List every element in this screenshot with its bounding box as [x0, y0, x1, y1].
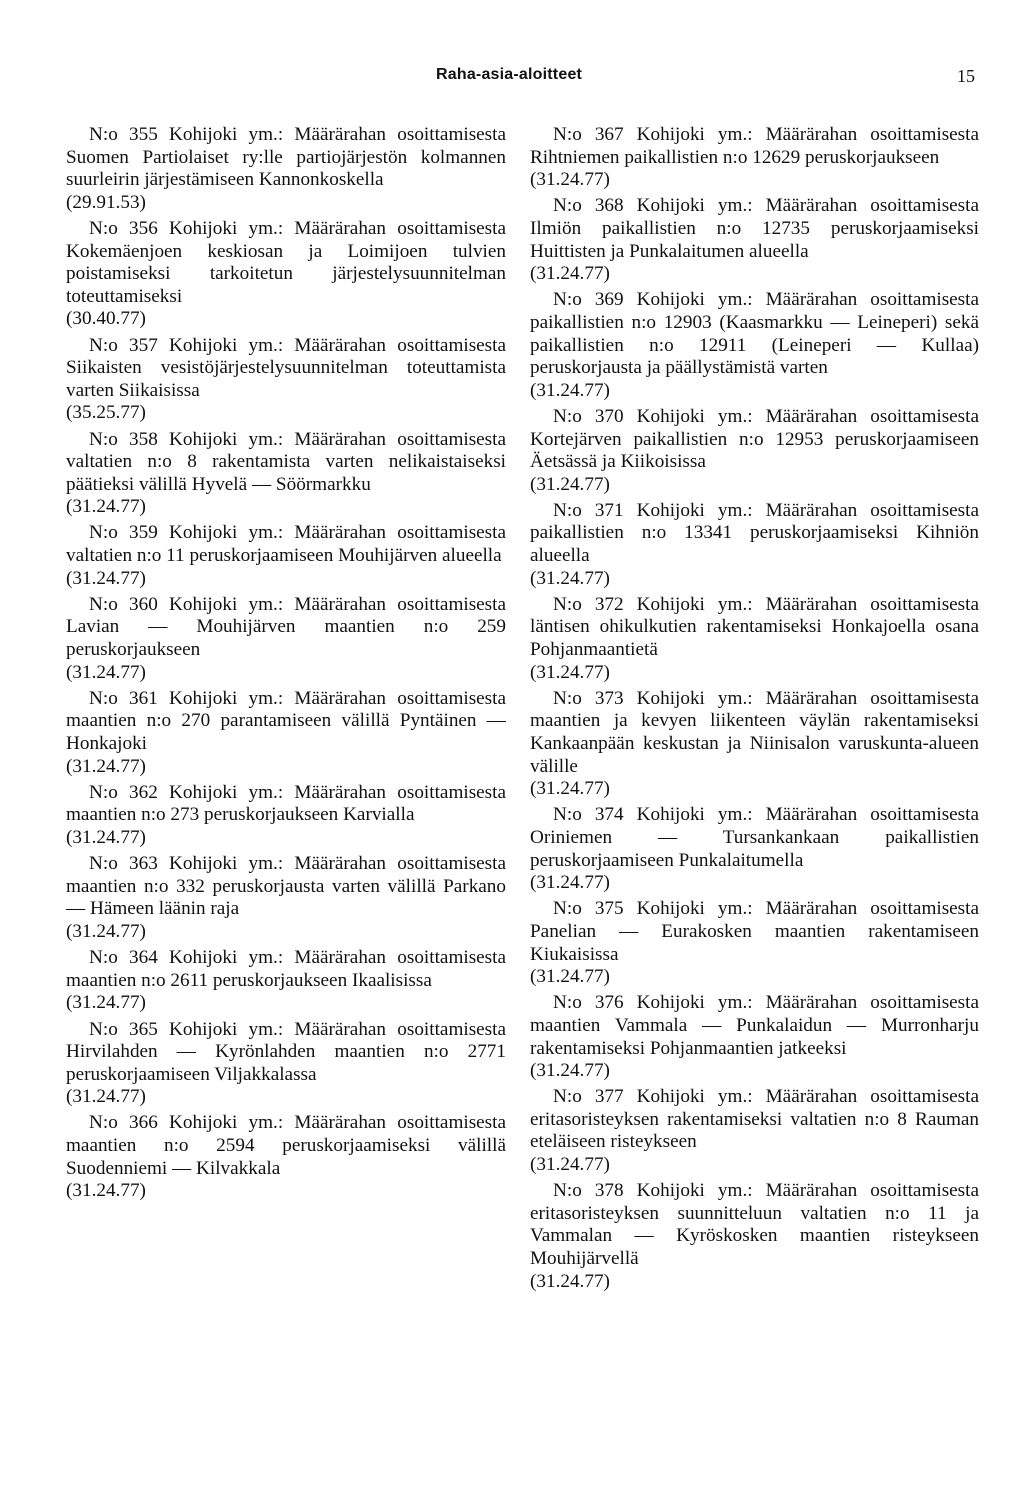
initiative-text: N:o 355 Kohijoki ym.: Määrärahan osoittamisesta Suomen Partiolaiset ry:lle partiojärjestön kolmannen suurleirin järjestämiseen Kannonkoskella	[66, 124, 506, 191]
initiative-reference: (31.24.77)	[530, 473, 610, 495]
initiative-text: N:o 361 Kohijoki ym.: Määrärahan osoittamisesta maantien n:o 270 parantamiseen välillä Pyntäinen — Honkajoki	[66, 687, 506, 754]
initiative-text: N:o 366 Kohijoki ym.: Määrärahan osoittamisesta maantien n:o 2594 peruskorjaamiseksi välillä Suodenniemi — Kilvakkala	[66, 1112, 506, 1179]
initiative-reference: (31.24.77)	[66, 1180, 146, 1202]
initiative-entry	[530, 1086, 979, 1176]
initiative-entry	[66, 1112, 506, 1202]
initiative-entry	[530, 124, 979, 192]
initiative-entry	[66, 429, 506, 519]
initiative-entry	[530, 1180, 979, 1293]
initiative-reference: (31.24.77)	[66, 567, 146, 589]
initiative-text: N:o 364 Kohijoki ym.: Määrärahan osoittamisesta maantien n:o 2611 peruskorjaukseen Ikaalisissa	[66, 947, 506, 991]
initiative-entry	[530, 406, 979, 496]
initiative-entry	[530, 289, 979, 402]
initiative-reference: (31.24.77)	[530, 1060, 610, 1082]
initiative-text: N:o 356 Kohijoki ym.: Määrärahan osoittamisesta Kokemäenjoen keskiosan ja Loimijoen tulvien poistamiseksi tarkoitetun järjestelysuunnitelman toteuttamiseksi	[66, 217, 506, 307]
initiative-reference: (31.24.77)	[530, 1154, 610, 1176]
initiative-entry	[530, 195, 979, 285]
initiative-text: N:o 362 Kohijoki ym.: Määrärahan osoittamisesta maantien n:o 273 peruskorjaukseen Karvialla	[66, 781, 506, 826]
initiative-entry	[66, 218, 506, 331]
initiative-text: N:o 367 Kohijoki ym.: Määrärahan osoittamisesta Rihtniemen paikallistien n:o 12629 peruskorjaukseen	[530, 124, 979, 168]
initiative-text: N:o 368 Kohijoki ym.: Määrärahan osoittamisesta Ilmiön paikallistien n:o 12735 peruskorjaamiseksi Huittisten ja Punkalaitumen alueella	[530, 195, 979, 262]
page-header	[0, 66, 1024, 90]
initiative-text: N:o 377 Kohijoki ym.: Määrärahan osoittamisesta eritasoristeyksen rakentamiseksi valtatien n:o 8 Rauman eteläiseen risteykseen	[530, 1086, 979, 1153]
initiative-reference: (31.24.77)	[66, 1086, 146, 1108]
initiative-reference: (31.24.77)	[66, 755, 146, 777]
initiative-entry	[530, 500, 979, 590]
initiative-entry	[66, 522, 506, 590]
initiative-entry	[66, 782, 506, 850]
initiative-reference: (35.25.77)	[66, 402, 146, 424]
initiative-entry	[66, 124, 506, 214]
initiative-entry	[530, 594, 979, 684]
initiative-text: N:o 363 Kohijoki ym.: Määrärahan osoittamisesta maantien n:o 332 peruskorjausta varten välillä Parkano — Hämeen läänin raja	[66, 853, 506, 920]
initiative-text: N:o 374 Kohijoki ym.: Määrärahan osoittamisesta Oriniemen — Tursankankaan paikallistien peruskorjaamiseen Punkalaitumella	[530, 804, 979, 871]
initiative-entry	[66, 335, 506, 425]
initiative-reference: (31.24.77)	[530, 1270, 610, 1292]
right-column	[530, 124, 979, 1297]
initiative-reference: (31.24.77)	[530, 567, 610, 589]
initiative-text: N:o 371 Kohijoki ym.: Määrärahan osoittamisesta paikallistien n:o 13341 peruskorjaamiseksi Kihniön alueella	[530, 499, 979, 567]
initiative-entry	[530, 688, 979, 801]
running-title: Raha-asia-aloitteet	[436, 66, 583, 83]
initiative-text: N:o 372 Kohijoki ym.: Määrärahan osoittamisesta läntisen ohikulkutien rakentamiseksi Honkajoella osana Pohjanmaantietä	[530, 593, 979, 661]
initiative-entry	[66, 947, 506, 1015]
initiative-reference: (31.24.77)	[66, 496, 146, 518]
initiative-text: N:o 369 Kohijoki ym.: Määrärahan osoittamisesta paikallistien n:o 12903 (Kaasmarkku — Leineperi) sekä paikallistien n:o 12911 (Leineperi — Kullaa) peruskorjausta ja päällystämistä varten	[530, 289, 979, 379]
initiative-reference: (31.24.77)	[530, 661, 610, 683]
initiative-reference: (30.40.77)	[66, 308, 146, 330]
initiative-text: N:o 378 Kohijoki ym.: Määrärahan osoittamisesta eritasoristeyksen suunnitteluun valtatien n:o 11 ja Vammalan — Kyröskosken maantien risteykseen Mouhijärvellä	[530, 1180, 979, 1270]
initiative-reference: (31.24.77)	[66, 661, 146, 683]
initiative-text: N:o 376 Kohijoki ym.: Määrärahan osoittamisesta maantien Vammala — Punkalaidun — Murronharju rakentamiseksi Pohjanmaantien jatkeeksi	[530, 992, 979, 1059]
initiative-text: N:o 375 Kohijoki ym.: Määrärahan osoittamisesta Panelian — Eurakosken maantien rakentamiseen Kiukaisissa	[530, 898, 979, 965]
initiative-text: N:o 357 Kohijoki ym.: Määrärahan osoittamisesta Siikaisten vesistöjärjestelysuunnitelman toteuttamista varten Siikaisissa	[66, 334, 506, 401]
initiative-reference: (31.24.77)	[66, 920, 146, 942]
initiative-text: N:o 370 Kohijoki ym.: Määrärahan osoittamisesta Kortejärven paikallistien n:o 12953 peruskorjaamiseen Äetsässä ja Kiikoisissa	[530, 405, 979, 473]
initiative-reference: (31.24.77)	[530, 778, 610, 800]
initiative-entry	[66, 853, 506, 943]
initiative-entry	[66, 688, 506, 778]
initiative-entry	[530, 898, 979, 988]
initiative-reference: (31.24.77)	[66, 826, 146, 848]
initiative-entry	[530, 804, 979, 894]
initiative-reference: (31.24.77)	[530, 169, 610, 191]
initiative-reference: (31.24.77)	[530, 966, 610, 988]
initiative-reference: (29.91.53)	[66, 191, 146, 213]
page-number: 15	[957, 66, 975, 86]
initiative-entry	[66, 1019, 506, 1109]
initiative-reference: (31.24.77)	[530, 379, 610, 401]
initiative-text: N:o 365 Kohijoki ym.: Määrärahan osoittamisesta Hirvilahden — Kyrönlahden maantien n:o 2771 peruskorjaamiseen Viljakkalassa	[66, 1018, 506, 1085]
initiative-text: N:o 360 Kohijoki ym.: Määrärahan osoittamisesta Lavian — Mouhijärven maantien n:o 259 peruskorjaukseen	[66, 593, 506, 661]
initiative-entry	[530, 992, 979, 1082]
left-column	[66, 124, 506, 1206]
initiative-entry	[66, 594, 506, 684]
initiative-text: N:o 373 Kohijoki ym.: Määrärahan osoittamisesta maantien ja kevyen liikenteen väylän rakentamiseksi Kankaanpään keskustan ja Niinisalon varuskunta-alueen välille	[530, 687, 979, 777]
initiative-text: N:o 359 Kohijoki ym.: Määrärahan osoittamisesta valtatien n:o 11 peruskorjaamiseen Mouhijärven alueella	[66, 522, 506, 567]
initiative-reference: (31.24.77)	[530, 872, 610, 894]
initiative-text: N:o 358 Kohijoki ym.: Määrärahan osoittamisesta valtatien n:o 8 rakentamista varten nelikaistaiseksi päätieksi välillä Hyvelä — Söörmarkku	[66, 428, 506, 495]
initiative-reference: (31.24.77)	[66, 992, 146, 1014]
initiative-reference: (31.24.77)	[530, 263, 610, 285]
